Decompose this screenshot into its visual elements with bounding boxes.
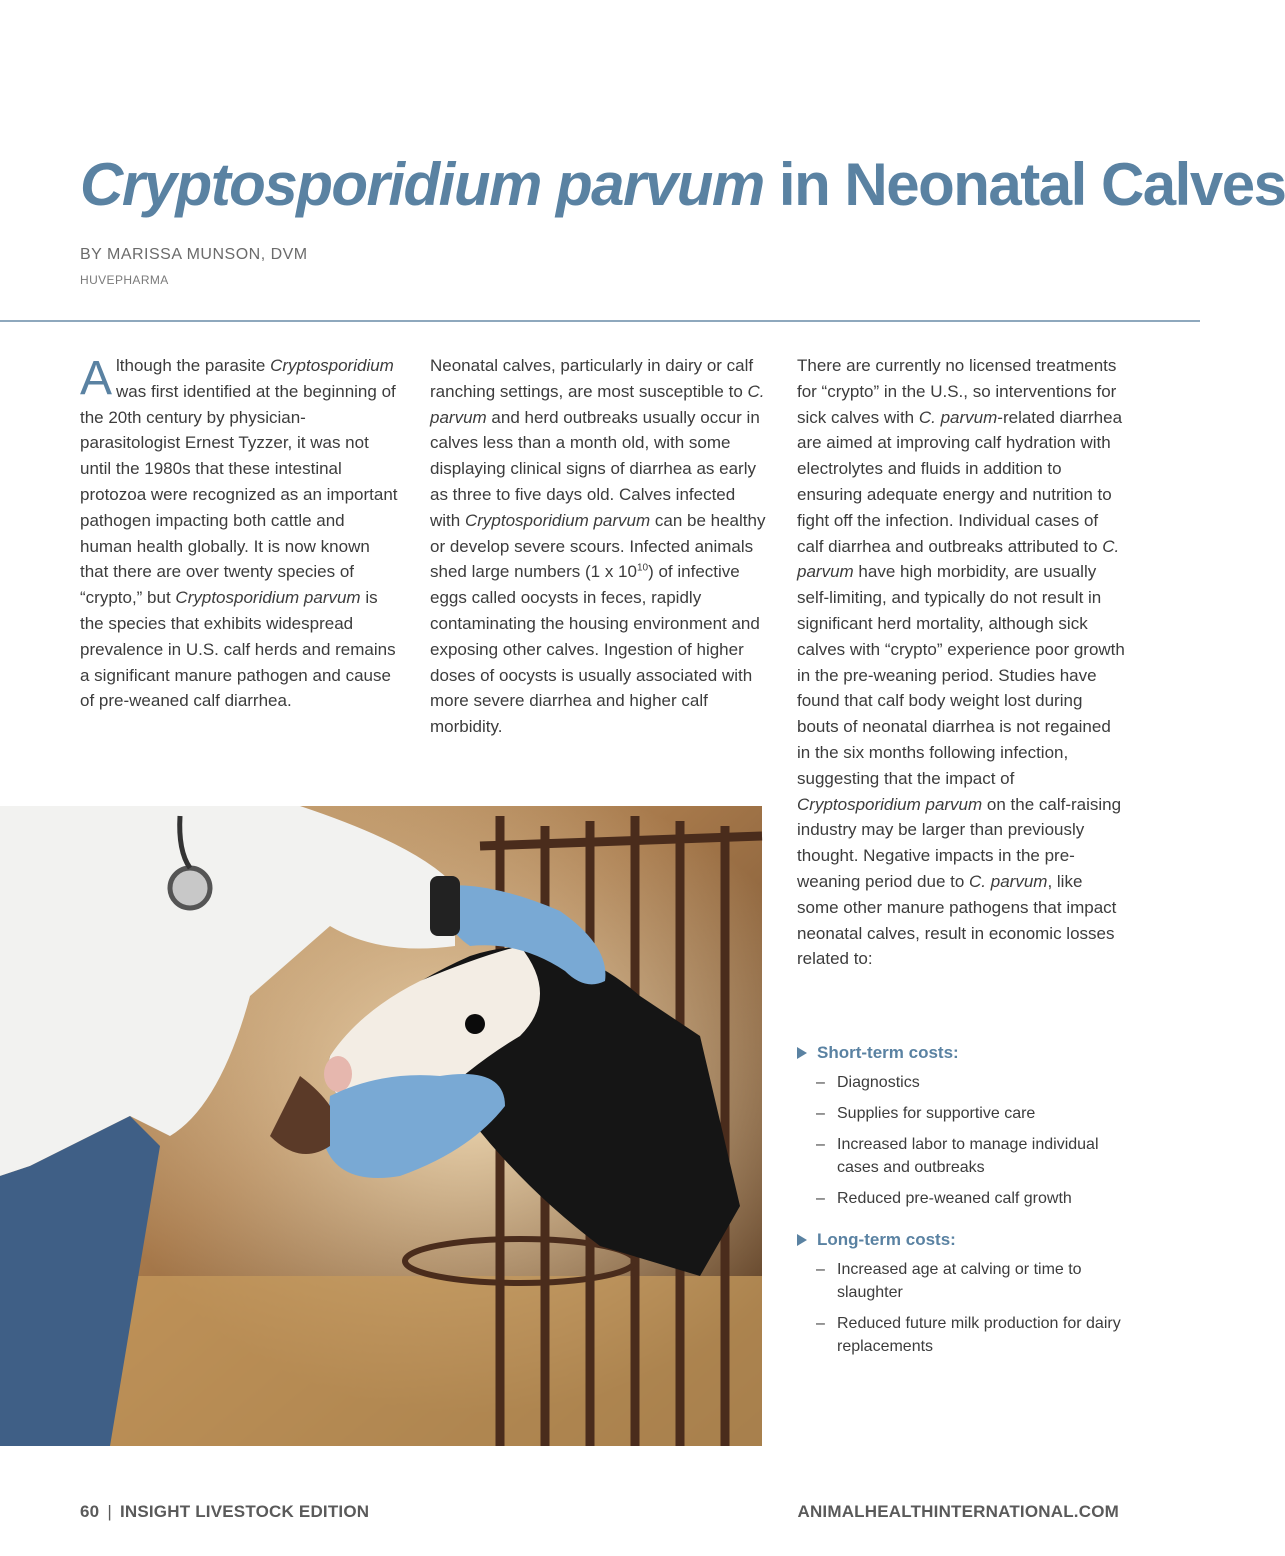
drop-cap: A — [80, 352, 113, 405]
calf-exam-photo — [0, 806, 762, 1446]
text-run: There are currently no licensed treatments for “crypto” in the U.S., so interventions for sick calves with — [797, 356, 1117, 427]
column-1 — [80, 353, 398, 714]
italic-term: Cryptosporidium parvum — [175, 588, 361, 608]
italic-term: Cryptosporidium parvum — [797, 794, 983, 814]
header-divider — [0, 320, 1200, 322]
list-item-label: Supplies for supportive care — [837, 1105, 1036, 1122]
italic-term: Cryptosporidium parvum — [464, 510, 651, 530]
text-run: lthough the parasite — [116, 356, 271, 375]
heading-label: Short-term costs: — [817, 1043, 959, 1062]
text-run: , like some other manure pathogens that impact neonatal calves, result in economic losses related to: — [797, 871, 1117, 969]
list-item — [797, 1071, 1137, 1094]
text-run: -related diarrhea are aimed at improving calf hydration with electrolytes and fluids in addition to ensuring adequate energy and nutrition to fight off the infection. Individual cases of calf diarrhea and outbreaks attributed to — [797, 407, 1123, 556]
text-run: on the calf-raising industry may be larger than previously thought. Negative impacts in the pre-weaning period due to — [797, 794, 1122, 891]
dash-bullet: – — [816, 1105, 825, 1122]
list-item — [797, 1187, 1137, 1210]
dash-bullet: – — [816, 1190, 825, 1207]
text-run: can be healthy or develop severe scours. Infected animals shed large numbers (1 x 10 — [430, 510, 766, 582]
author-byline: BY MARISSA MUNSON, DVM — [80, 246, 308, 263]
body-paragraph — [797, 353, 1127, 972]
text-run: was first identified at the beginning of the 20th century by physician-parasitologist Ernest Tyzzer, it was not until the 1980s that these intestinal protozoa were recognized as an important pathogen impacting both cattle and human health globally. It is now known that there are over twenty species of “crypto,” but — [80, 381, 398, 608]
text-run: Neonatal calves, particularly in dairy or calf ranching settings, are most susceptible to — [430, 356, 754, 401]
article-title — [80, 150, 1285, 219]
dash-bullet: – — [816, 1074, 825, 1091]
list-item — [797, 1133, 1137, 1179]
column-3 — [797, 353, 1127, 972]
short-term-costs-heading — [797, 1043, 1137, 1063]
photo-illustration — [0, 806, 762, 1446]
article-title-rest: in Neonatal Calves — [763, 151, 1285, 218]
author-organization: HUVEPHARMA — [80, 273, 169, 287]
dash-bullet: – — [816, 1315, 825, 1332]
text-run: ) of infective eggs called oocysts in feces, rapidly contaminating the housing environment and exposing other calves. Ingestion of higher doses of oocysts is usually associated with more severe diarrhea and higher calf morbidity. — [430, 562, 760, 737]
body-paragraph — [430, 353, 766, 740]
list-item — [797, 1102, 1137, 1125]
long-term-costs-heading — [797, 1230, 1137, 1250]
intro-paragraph — [80, 353, 398, 714]
text-run: is the species that exhibits widespread prevalence in U.S. calf herds and remains a significant manure pathogen and cause of pre-weaned calf diarrhea. — [80, 588, 396, 711]
triangle-bullet-icon — [797, 1234, 807, 1246]
text-run: and herd outbreaks usually occur in calves less than a month old, with some displaying clinical signs of diarrhea as early as three to five days old. Calves infected with — [430, 407, 760, 530]
text-run: have high morbidity, are usually self-limiting, and typically do not result in significant herd mortality, although sick calves with “crypto” experience poor growth in the pre-weaning period. Studies have found that calf body weight lost during bouts of neonatal diarrhea is not regained in the six months following infection, suggesting that the impact of — [797, 562, 1125, 788]
article-title-italic: Cryptosporidium parvum — [80, 151, 764, 218]
triangle-bullet-icon — [797, 1047, 807, 1059]
publication-name: INSIGHT LIVESTOCK EDITION — [119, 1502, 370, 1521]
list-item — [797, 1312, 1137, 1358]
long-term-costs-list — [797, 1258, 1137, 1358]
list-item-label: Reduced pre-weaned calf growth — [837, 1190, 1072, 1207]
footer-website: ANIMALHEALTHINTERNATIONAL.COM — [797, 1502, 1119, 1521]
italic-term: Cryptosporidium — [270, 356, 394, 375]
superscript: 10 — [636, 562, 649, 574]
italic-term: C. parvum — [430, 381, 765, 427]
list-item-label: Increased age at calving or time to slaughter — [837, 1261, 1082, 1301]
footer-separator: | — [107, 1502, 112, 1521]
footer-folio — [80, 1502, 369, 1522]
list-item-label: Reduced future milk production for dairy replacements — [837, 1315, 1121, 1355]
list-item-label: Increased labor to manage individual cases and outbreaks — [837, 1136, 1099, 1176]
dash-bullet: – — [816, 1261, 825, 1278]
heading-label: Long-term costs: — [817, 1230, 956, 1249]
dash-bullet: – — [816, 1136, 825, 1153]
italic-term: C. parvum — [969, 871, 1048, 891]
list-item — [797, 1258, 1137, 1304]
short-term-costs-list — [797, 1071, 1137, 1210]
list-item-label: Diagnostics — [837, 1074, 920, 1091]
italic-term: C. parvum — [918, 407, 998, 427]
cost-lists — [797, 1043, 1137, 1378]
page-number: 60 — [80, 1502, 100, 1521]
italic-term: C. parvum — [797, 536, 1120, 582]
column-2 — [430, 353, 766, 740]
